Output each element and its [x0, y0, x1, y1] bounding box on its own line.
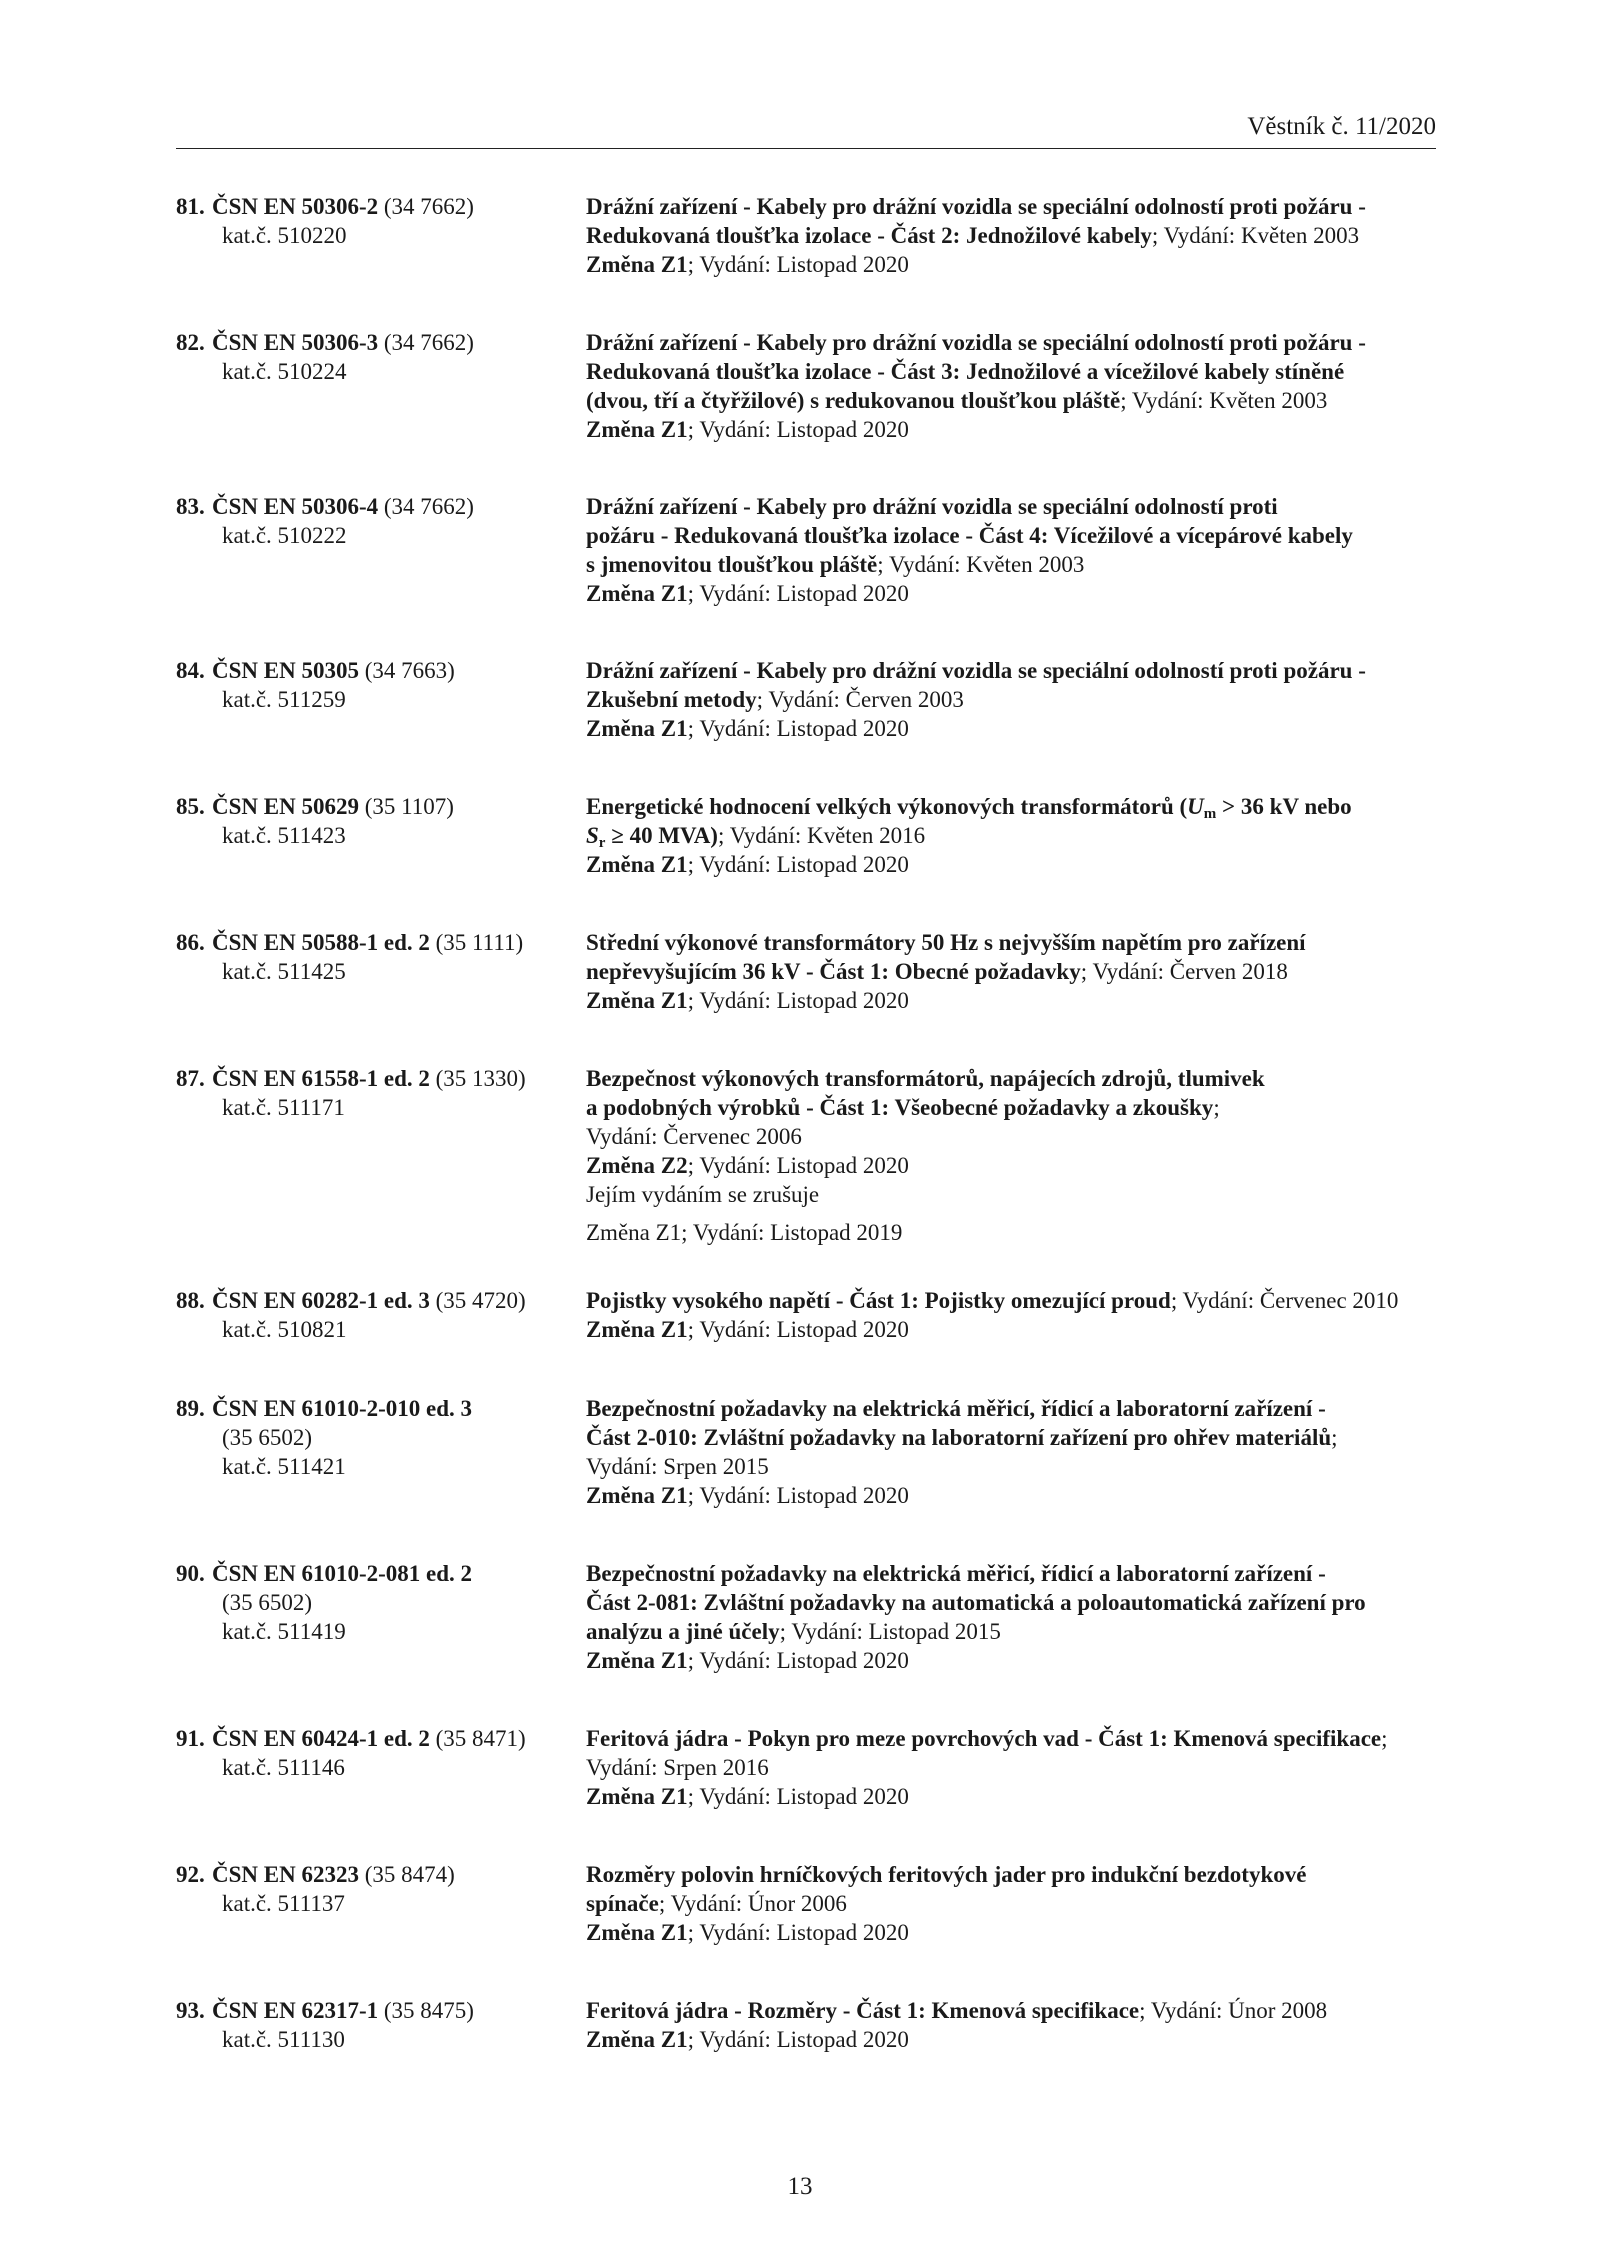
title-line: Drážní zařízení - Kabely pro drážní vozidla se speciální odolností proti požáru - [586, 194, 1366, 219]
entry-identifier [176, 656, 586, 714]
entry-description: Feritová jádra - Pokyn pro meze povrchových vad - Část 1: Kmenová specifikace; Vydání: Srpen 2016 Změna Z1; Vydání: Listopad 2020 [586, 1724, 1446, 1811]
standard-designation: ČSN EN 60282-1 ed. 3 [212, 1288, 430, 1313]
classification-code: (34 7662) [383, 194, 474, 219]
entry-number: 81. [176, 194, 205, 219]
entry-number: 86. [176, 930, 205, 955]
entry-number: 93. [176, 1998, 205, 2023]
page-number: 13 [787, 2173, 813, 2200]
entry-number: 91. [176, 1726, 205, 1751]
standards-list [176, 192, 1446, 2104]
amendment-date: ; Vydání: Listopad 2020 [687, 1153, 909, 1178]
title-line: analýzu a jiné účely [586, 1619, 780, 1644]
entry-identifier [176, 1064, 586, 1122]
title-line: Část 2-081: Zvláštní požadavky na automatická a poloautomatická zařízení pro [586, 1590, 1366, 1615]
title-line: Redukovaná tloušťka izolace - Část 2: Jednožilové kabely [586, 223, 1152, 248]
entry-identifier [176, 192, 586, 250]
entry-identifier [176, 328, 586, 386]
classification-code: (35 1330) [435, 1066, 526, 1091]
entry-number: 82. [176, 330, 205, 355]
catalog-number: kat.č. 511137 [222, 1891, 345, 1916]
list-item [176, 1286, 1446, 1394]
entry-description [586, 1286, 1446, 1344]
title-line: Bezpečnost výkonových transformátorů, napájecích zdrojů, tlumivek [586, 1066, 1265, 1091]
edition-info: ; Vydání: Květen 2016 [717, 823, 926, 848]
classification-code: (34 7662) [383, 330, 474, 355]
title-line: požáru - Redukovaná tloušťka izolace - Část 4: Vícežilové a vícepárové kabely [586, 523, 1353, 548]
standard-designation: ČSN EN 50588-1 ed. 2 [212, 930, 430, 955]
edition-info: ; Vydání: Květen 2003 [877, 552, 1085, 577]
title-line: Redukovaná tloušťka izolace - Část 3: Jednožilové a vícežilové kabely stíněné [586, 359, 1345, 384]
amendment-date: ; Vydání: Listopad 2020 [687, 716, 909, 741]
entry-number: 89. [176, 1396, 205, 1421]
edition-info: ; Vydání: Červenec 2010 [1170, 1288, 1399, 1313]
standard-designation: ČSN EN 62317-1 [212, 1998, 379, 2023]
edition-info: ; Vydání: Únor 2008 [1139, 1998, 1328, 2023]
standard-designation: ČSN EN 50629 [212, 794, 359, 819]
standard-designation: ČSN EN 61558-1 ed. 2 [212, 1066, 430, 1091]
edition-info: Vydání: Červenec 2006 [586, 1124, 802, 1149]
entry-description [586, 1559, 1446, 1675]
list-item [176, 1064, 1446, 1286]
list-item [176, 328, 1446, 492]
catalog-number: kat.č. 511419 [222, 1619, 346, 1644]
classification-code: (35 8471) [435, 1726, 526, 1751]
amendment-label: Změna Z1 [586, 1648, 688, 1673]
title-line: s jmenovitou tloušťkou pláště [586, 552, 878, 577]
classification-code: (35 8474) [364, 1862, 455, 1887]
entry-identifier [176, 792, 586, 850]
list-item [176, 1860, 1446, 1996]
list-item [176, 1559, 1446, 1724]
list-item [176, 1996, 1446, 2104]
title-line: Drážní zařízení - Kabely pro drážní vozidla se speciální odolností proti požáru - [586, 658, 1366, 683]
amendment-date: ; Vydání: Listopad 2020 [687, 417, 909, 442]
classification-code: (35 6502) [222, 1425, 313, 1450]
catalog-number: kat.č. 511425 [222, 959, 346, 984]
list-item [176, 1394, 1446, 1559]
entry-identifier [176, 1394, 586, 1481]
edition-info: ; Vydání: Květen 2003 [1151, 223, 1360, 248]
classification-code: (34 7662) [383, 494, 474, 519]
standard-designation: ČSN EN 61010-2-010 ed. 3 [212, 1396, 473, 1421]
list-item [176, 792, 1446, 928]
amendment-date: ; Vydání: Listopad 2020 [687, 852, 909, 877]
amendment-label: Změna Z1 [586, 1784, 688, 1809]
title-line: Bezpečnostní požadavky na elektrická měřicí, řídicí a laboratorní zařízení - [586, 1561, 1326, 1586]
standard-designation: ČSN EN 50305 [212, 658, 359, 683]
entry-description [586, 192, 1446, 279]
entry-number: 92. [176, 1862, 205, 1887]
list-item [176, 492, 1446, 656]
amendment-date: ; Vydání: Listopad 2020 [687, 988, 909, 1013]
edition-info: Vydání: Srpen 2015 [586, 1454, 769, 1479]
entry-description [586, 328, 1446, 444]
title-line: Část 2-010: Zvláštní požadavky na laboratorní zařízení pro ohřev materiálů [586, 1425, 1332, 1450]
catalog-number: kat.č. 510220 [222, 223, 347, 248]
standard-designation: ČSN EN 61010-2-081 ed. 2 [212, 1561, 473, 1586]
entry-description [586, 1996, 1446, 2054]
amendment-label: Změna Z1 [586, 417, 688, 442]
list-item [176, 656, 1446, 792]
entry-description [586, 928, 1446, 1015]
amendment-label: Změna Z1 [586, 716, 688, 741]
title-line: a podobných výrobků - Část 1: Všeobecné požadavky a zkoušky [586, 1095, 1214, 1120]
title-line: spínače [586, 1891, 659, 1916]
title-line: Drážní zařízení - Kabely pro drážní vozidla se speciální odolností proti [586, 494, 1278, 519]
amendment-date: ; Vydání: Listopad 2020 [687, 1784, 909, 1809]
journal-issue-title: Věstník č. 11/2020 [1247, 113, 1436, 140]
title-line: Feritová jádra - Rozměry - Část 1: Kmenová specifikace [586, 1998, 1140, 2023]
entry-identifier [176, 1286, 586, 1344]
amendment-label: Změna Z1 [586, 1920, 688, 1945]
catalog-number: kat.č. 511146 [222, 1755, 345, 1780]
entry-number: 88. [176, 1288, 205, 1313]
list-item [176, 928, 1446, 1064]
amendment-date: ; Vydání: Listopad 2020 [687, 1483, 909, 1508]
edition-info: ; Vydání: Únor 2006 [658, 1891, 847, 1916]
entry-description [586, 1860, 1446, 1947]
entry-number: 85. [176, 794, 205, 819]
entry-identifier [176, 1724, 586, 1782]
catalog-number: kat.č. 511423 [222, 823, 346, 848]
entry-number: 83. [176, 494, 205, 519]
amendment-label: Změna Z1 [586, 2027, 688, 2052]
title-line: Pojistky vysokého napětí - Část 1: Pojistky omezující proud [586, 1288, 1171, 1313]
title-line: nepřevyšujícím 36 kV - Část 1: Obecné požadavky [586, 959, 1081, 984]
classification-code: (34 7663) [364, 658, 455, 683]
amendment-label: Změna Z1 [586, 852, 688, 877]
amendment-date: ; Vydání: Listopad 2020 [687, 252, 909, 277]
standard-designation: ČSN EN 62323 [212, 1862, 359, 1887]
entry-description: Bezpečnostní požadavky na elektrická měřicí, řídicí a laboratorní zařízení - Část 2-010: Zvláštní požadavky na laboratorní zařízení pro ohřev materiálů; Vydání: Srpen 2015 Změna Z1; Vydání: Listopad 2020 [586, 1394, 1446, 1510]
entry-identifier [176, 1996, 586, 2054]
standard-designation: ČSN EN 50306-2 [212, 194, 379, 219]
list-item [176, 192, 1446, 328]
catalog-number: kat.č. 511421 [222, 1454, 346, 1479]
amendment-date: ; Vydání: Listopad 2020 [687, 581, 909, 606]
title-line: Rozměry polovin hrníčkových feritových jader pro indukční bezdotykové [586, 1862, 1307, 1887]
amendment-date: ; Vydání: Listopad 2020 [687, 1920, 909, 1945]
title-line: Energetické hodnocení velkých výkonových transformátorů ($U_m > 36$ kV nebo [586, 794, 1352, 822]
entry-description [586, 656, 1446, 743]
catalog-number: kat.č. 510224 [222, 359, 347, 384]
list-item [176, 1724, 1446, 1860]
standard-designation: ČSN EN 50306-4 [212, 494, 379, 519]
amendment-date: ; Vydání: Listopad 2020 [687, 2027, 909, 2052]
catalog-number: kat.č. 510222 [222, 523, 347, 548]
catalog-number: kat.č. 511259 [222, 687, 346, 712]
classification-code: (35 8475) [383, 1998, 474, 2023]
entry-number: 84. [176, 658, 205, 683]
page-header [176, 112, 1436, 149]
title-line: Zkušební metody [586, 687, 757, 712]
classification-code: (35 1107) [364, 794, 454, 819]
amendment-label: Změna Z1 [586, 581, 688, 606]
entry-number: 90. [176, 1561, 205, 1586]
edition-info: ; Vydání: Červen 2003 [756, 687, 964, 712]
superseded-amendment: Změna Z1; Vydání: Listopad 2019 [586, 1220, 903, 1245]
standard-designation: ČSN EN 50306-3 [212, 330, 379, 355]
entry-identifier [176, 492, 586, 550]
title-line: Drážní zařízení - Kabely pro drážní vozidla se speciální odolností proti požáru - [586, 330, 1366, 355]
entry-identifier [176, 1559, 586, 1646]
amendment-label: Změna Z2 [586, 1153, 688, 1178]
classification-code: (35 4720) [435, 1288, 526, 1313]
entry-number: 87. [176, 1066, 205, 1091]
classification-code: (35 6502) [222, 1590, 313, 1615]
classification-code: (35 1111) [435, 930, 524, 955]
amendment-date: ; Vydání: Listopad 2020 [687, 1648, 909, 1673]
amendment-date: ; Vydání: Listopad 2020 [687, 1317, 909, 1342]
amendment-label: Změna Z1 [586, 1317, 688, 1342]
title-line: Bezpečnostní požadavky na elektrická měřicí, řídicí a laboratorní zařízení - [586, 1396, 1326, 1421]
title-line: Feritová jádra - Pokyn pro meze povrchových vad - Část 1: Kmenová specifikace [586, 1726, 1382, 1751]
title-line: Střední výkonové transformátory 50 Hz s nejvyšším napětím pro zařízení [586, 930, 1306, 955]
entry-description [586, 492, 1446, 608]
title-line: (dvou, tří a čtyřžilové) s redukovanou tloušťkou pláště [586, 388, 1121, 413]
edition-info: ; Vydání: Květen 2003 [1120, 388, 1328, 413]
amendment-label: Změna Z1 [586, 1483, 688, 1508]
edition-info: ; Vydání: Listopad 2015 [779, 1619, 1001, 1644]
amendment-label: Změna Z1 [586, 988, 688, 1013]
catalog-number: kat.č. 511130 [222, 2027, 345, 2052]
entry-description [586, 792, 1446, 879]
entry-description: Bezpečnost výkonových transformátorů, napájecích zdrojů, tlumivek a podobných výrobků - Část 1: Všeobecné požadavky a zkoušky; Vydání: Červenec 2006 Změna Z2; Vydání: Listopad 2020 Jejím vydáním se zrušuje Změna Z1; Vydání: Listopad 2019 [586, 1064, 1446, 1247]
edition-info: Vydání: Srpen 2016 [586, 1755, 769, 1780]
catalog-number: kat.č. 510821 [222, 1317, 347, 1342]
catalog-number: kat.č. 511171 [222, 1095, 345, 1120]
amendment-label: Změna Z1 [586, 252, 688, 277]
entry-identifier [176, 1860, 586, 1918]
edition-info: ; Vydání: Červen 2018 [1080, 959, 1288, 984]
title-line: $S_r \ge 40$ MVA) [586, 823, 718, 851]
entry-identifier [176, 928, 586, 986]
standard-designation: ČSN EN 60424-1 ed. 2 [212, 1726, 430, 1751]
supersedes-note: Jejím vydáním se zrušuje [586, 1182, 820, 1207]
